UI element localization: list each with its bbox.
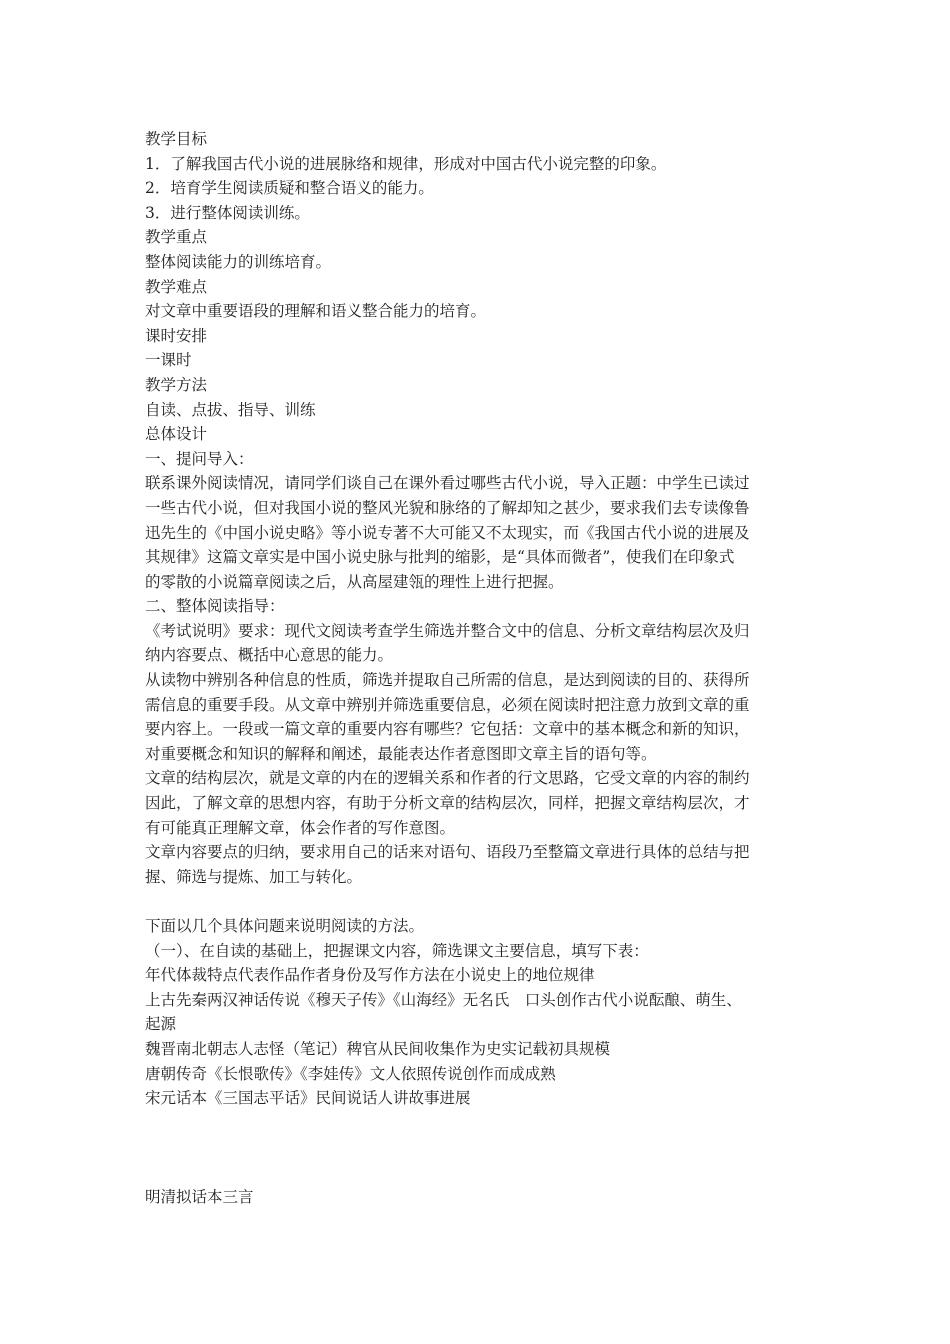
text-line: 其规律》这篇文章实是中国小说史脉与批判的缩影，是“具体而微者”，使我们在印象式 [145,548,735,567]
text-line: 联系课外阅读情况，请同学们谈自己在课外看过哪些古代小说，导入正题：中学生已读过 [145,474,750,493]
text-line: 明清拟话本三言 [145,1187,254,1206]
text-line: 总体设计 [145,425,208,444]
text-line: 迅先生的《中国小说史略》等小说专著不大可能又不太现实，而《我国古代小说的进展及 [145,523,750,542]
text-line: 年代体裁特点代表作品作者身份及写作方法在小说史上的地位规律 [145,966,595,985]
text-line: 1．了解我国古代小说的进展脉络和规律，形成对中国古代小说完整的印象。 [145,154,667,173]
text-line: 整体阅读能力的训练培育。 [145,252,332,271]
text-line: 上古先秦两汉神话传说《穆天子传》《山海经》无名氏 口头创作古代小说酝酿、萌生、 [145,990,742,1009]
text-line: 文章的结构层次，就是文章的内在的逻辑关系和作者的行文思路，它受文章的内容的制约 [145,769,750,788]
text-line: 下面以几个具体问题来说明阅读的方法。 [145,917,425,935]
text-line: 纳内容要点、概括中心意思的能力。 [145,646,394,665]
text-line: 3．进行整体阅读训练。 [145,203,310,222]
document-page [145,127,811,1209]
text-line: 教学重点 [145,228,208,247]
text-line: 《考试说明》要求：现代文阅读考查学生筛选并整合文中的信息、分析文章结构层次及归 [145,621,750,640]
text-line: 文章内容要点的归纳，要求用自己的话来对语句、语段乃至整篇文章进行具体的总结与把 [145,843,750,862]
text-line: 一、提问导入： [145,449,254,468]
page-gap [145,1111,811,1185]
text-line: 教学方法 [145,375,208,394]
text-line: 唐朝传奇《长恨歌传》《李娃传》文人依照传说创作而成成熟 [145,1064,556,1083]
text-line: 2．培育学生阅读质疑和整合语义的能力。 [145,179,434,198]
document-body-middle [145,914,811,1111]
text-line: 教学目标 [145,130,208,148]
text-line: 课时安排 [145,326,208,345]
text-line: 因此，了解文章的思想内容，有助于分析文章的结构层次，同样，把握文章结构层次，才 [145,794,750,813]
text-line: 魏晋南北朝志人志怪（笔记）稗官从民间收集作为史实记载初具规模 [145,1039,611,1058]
text-line: 握、筛选与提炼、加工与转化。 [145,867,363,886]
text-line: （一）、在自读的基础上，把握课文内容，筛选课文主要信息，填写下表： [145,941,649,960]
text-line: 宋元话本《三国志平话》民间说话人讲故事进展 [145,1089,471,1108]
text-line: 对文章中重要语段的理解和语义整合能力的培育。 [145,302,487,321]
text-line: 起源 [145,1015,177,1034]
text-line: 对重要概念和知识的解释和阐述，最能表达作者意图即文章主旨的语句等。 [145,744,657,763]
text-line: 一些古代小说，但对我国小说的整风光貌和脉络的了解却知之甚少，要求我们去专读像鲁 [145,498,750,517]
text-line: 有可能真正理解文章，体会作者的写作意图。 [145,818,456,837]
text-line: 一课时 [145,351,192,370]
text-line: 自读、点拔、指导、训练 [145,400,316,419]
text-line: 二、整体阅读指导： [145,597,285,616]
text-line: 要内容上。一段或一篇文章的重要内容有哪些？它包括：文章中的基本概念和新的知识， [145,720,750,739]
blank-line [145,889,811,914]
document-body-bottom [145,1185,811,1210]
text-line: 从读物中辨别各种信息的性质，筛选并提取自己所需的信息，是达到阅读的目的、获得所 [145,671,750,690]
text-line: 教学难点 [145,277,208,296]
text-line: 需信息的重要手段。从文章中辨别并筛选重要信息，必须在阅读时把注意力放到文章的重 [145,695,750,714]
document-body-top [145,127,811,889]
text-line: 的零散的小说篇章阅读之后，从高屋建瓴的理性上进行把握。 [145,572,564,591]
